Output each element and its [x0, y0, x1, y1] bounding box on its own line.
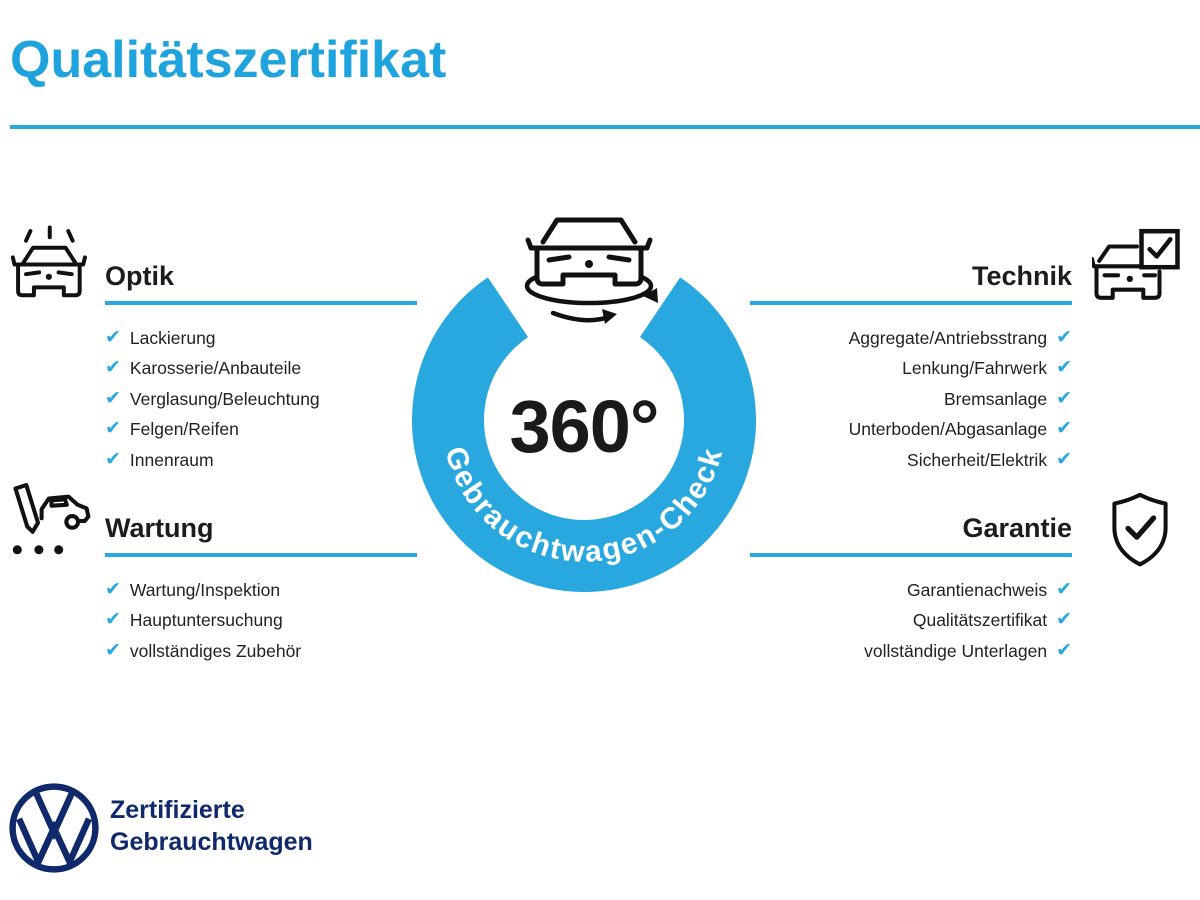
footer-brand-text: [110, 794, 313, 858]
checkmark-icon: ✔: [1056, 356, 1072, 379]
check-item: [732, 415, 1072, 446]
check-item-label: Verglasung/Beleuchtung: [129, 388, 320, 409]
checkmark-icon: ✔: [105, 417, 121, 440]
check-item-label: Felgen/Reifen: [129, 419, 239, 440]
check-item-label: Sicherheit/Elektrik: [907, 449, 1048, 470]
checkmark-icon: ✔: [105, 638, 121, 661]
check-item-label: vollständiges Zubehör: [129, 640, 302, 661]
check-item-label: Hauptuntersuchung: [129, 610, 283, 631]
check-item: [732, 636, 1072, 667]
check-item: [732, 354, 1072, 385]
checkmark-icon: ✔: [1056, 608, 1072, 631]
check-item-label: Lenkung/Fahrwerk: [902, 358, 1048, 379]
check-item: [732, 445, 1072, 476]
checkmark-icon: ✔: [1056, 325, 1072, 348]
checkmark-icon: ✔: [1056, 417, 1072, 440]
check-item: [732, 575, 1072, 606]
check-item-label: Unterboden/Abgasanlage: [848, 419, 1048, 440]
section-title-wartung: Wartung: [105, 512, 417, 557]
check-item-label: Qualitätszertifikat: [912, 610, 1048, 631]
check-item: [732, 606, 1072, 637]
car-shine-icon: [4, 224, 92, 312]
shield-check-icon: [1104, 488, 1176, 572]
car-service-pencil-icon: [2, 479, 92, 563]
footer-brand-line1: Zertifizierte: [110, 796, 245, 824]
footer-brand-line2: Gebrauchtwagen: [110, 828, 313, 856]
checkmark-icon: ✔: [105, 447, 121, 470]
technik-check-list: [732, 323, 1072, 476]
check-item-label: Bremsanlage: [943, 388, 1048, 409]
check-item: [732, 323, 1072, 354]
section-title-garantie: Garantie: [750, 512, 1072, 557]
check-item-label: Wartung/Inspektion: [129, 579, 281, 600]
ring-curved-text: Gebrauchtwagen-Check: [438, 442, 730, 570]
car-rotation-icon: [505, 212, 673, 334]
checkmark-icon: ✔: [1056, 577, 1072, 600]
checkmark-icon: ✔: [1056, 638, 1072, 661]
checkmark-icon: ✔: [1056, 386, 1072, 409]
vw-logo: [8, 782, 100, 874]
degree-label: 360°: [509, 385, 659, 468]
car-checklist-icon: [1092, 226, 1182, 312]
checkmark-icon: ✔: [105, 325, 121, 348]
check-item-label: Lackierung: [129, 327, 216, 348]
section-title-optik: Optik: [105, 260, 417, 305]
header-divider: [10, 125, 1200, 129]
section-title-technik: Technik: [750, 260, 1072, 305]
checkmark-icon: ✔: [105, 608, 121, 631]
check-item-label: Garantienachweis: [907, 579, 1048, 600]
checkmark-icon: ✔: [105, 356, 121, 379]
check-item-label: Karosserie/Anbauteile: [129, 358, 302, 379]
checkmark-icon: ✔: [105, 577, 121, 600]
check-item: [732, 384, 1072, 415]
checkmark-icon: ✔: [1056, 447, 1072, 470]
check-item-label: Aggregate/Antriebsstrang: [848, 327, 1048, 348]
garantie-check-list: [732, 575, 1072, 667]
check-item-label: vollständige Unterlagen: [864, 640, 1048, 661]
check-item-label: Innenraum: [129, 449, 214, 470]
checkmark-icon: ✔: [105, 386, 121, 409]
check-item: [105, 636, 445, 667]
page-title: Qualitätszertifikat: [10, 31, 447, 89]
